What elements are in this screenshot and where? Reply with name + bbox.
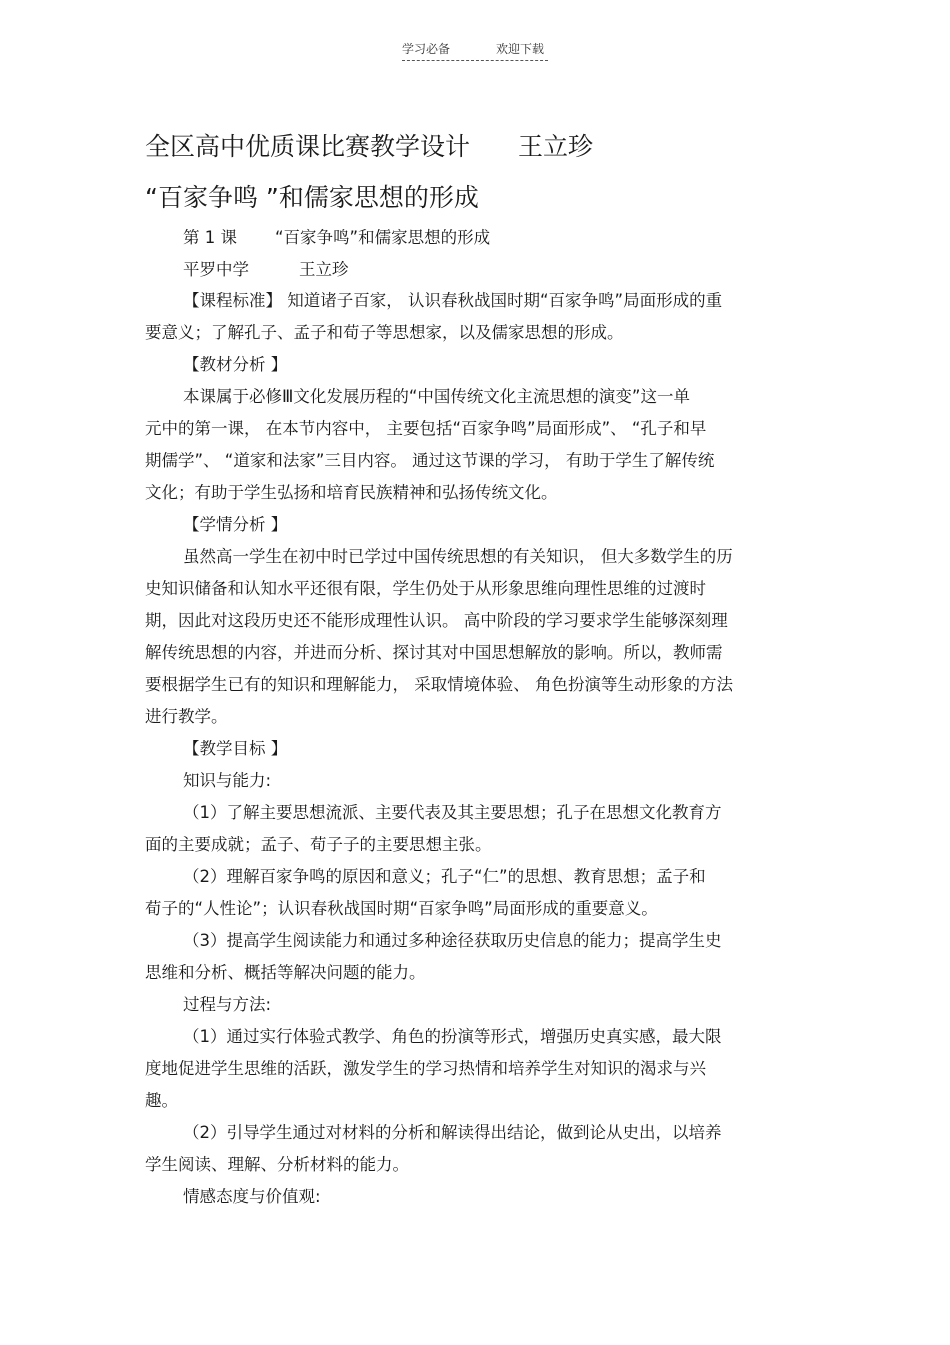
document-subtitle: “百家争鸣 ”和儒家思想的形成 [145,183,479,212]
lesson-line [183,227,490,249]
paragraph-line: （3）提高学生阅读能力和通过多种途径获取历史信息的能力；提高学生史 [183,931,722,950]
sub-heading: 知识与能力: [183,771,272,790]
paragraph-line: 学生阅读、理解、分析材料的能力。 [145,1155,409,1174]
sub-heading: 情感态度与价值观: [183,1187,321,1206]
paragraph-line: 要意义；了解孔子、孟子和荀子等思想家，以及儒家思想的形成。 [145,323,624,342]
title-main: 全区高中优质课比赛教学设计 [145,132,471,161]
paragraph-line: 期，因此对这段历史还不能形成理性认识。 高中阶段的学习要求学生能够深刻理 [145,611,728,630]
sub-heading: 过程与方法: [183,995,272,1014]
paragraph-line: 面的主要成就；孟子、荀子子的主要思想主张。 [145,835,492,854]
section-heading: 【教学目标 】 [183,739,288,758]
paragraph-line: 本课属于必修Ⅲ文化发展历程的“中国传统文化主流思想的演变”这一单 [183,387,690,406]
school-name: 平罗中学 [183,260,249,279]
paragraph-line: （2）理解百家争鸣的原因和意义；孔子“仁”的思想、教育思想；孟子和 [183,867,706,886]
paragraph-line: （2）引导学生通过对材料的分析和解读得出结论，做到论从史出，以培养 [183,1123,722,1142]
paragraph-line: 荀子的“人性论”；认识春秋战国时期“百家争鸣”局面形成的重要意义。 [145,899,658,918]
paragraph-line: 思维和分析、概括等解决问题的能力。 [145,963,426,982]
title-author: 王立珍 [518,132,594,161]
document-title [145,127,593,163]
paragraph-line: （1）通过实行体验式教学、角色的扮演等形式，增强历史真实感，最大限 [183,1027,722,1046]
paragraph-line: 文化；有助于学生弘扬和培育民族精神和弘扬传统文化。 [145,483,558,502]
paragraph-line: 进行教学。 [145,707,228,726]
paragraph-line: 虽然高一学生在初中时已学过中国传统思想的有关知识， 但大多数学生的历 [183,547,733,566]
header-right-text: 欢迎下载 [496,42,545,56]
lesson-name: “百家争鸣”和儒家思想的形成 [275,228,491,247]
teacher-name: 王立珍 [299,260,349,279]
paragraph-line: 史知识储备和认知水平还很有限，学生仍处于从形象思维向理性思维的过渡时 [145,579,706,598]
paragraph-line: 【课程标准】 知道诸子百家， 认识春秋战国时期“百家争鸣”局面形成的重 [183,291,723,310]
section-heading: 【学情分析 】 [183,515,288,534]
school-line [183,259,349,281]
lesson-number: 第 1 课 [183,228,237,247]
page-header [402,40,548,61]
paragraph-line: 度地促进学生思维的活跃，激发学生的学习热情和培养学生对知识的渴求与兴 [145,1059,706,1078]
paragraph-line: 解传统思想的内容，并进而分析、探讨其对中国思想解放的影响。所以，教师需 [145,643,723,662]
header-left-text: 学习必备 [402,42,451,56]
paragraph-line: 元中的第一课， 在本节内容中， 主要包括“百家争鸣”局面形成”、 “孔子和早 [145,419,707,438]
paragraph-line: 趣。 [145,1091,178,1110]
paragraph-line: （1）了解主要思想流派、主要代表及其主要思想；孔子在思想文化教育方 [183,803,722,822]
section-heading: 【教材分析 】 [183,355,288,374]
paragraph-line: 期儒学”、 “道家和法家”三目内容。 通过这节课的学习， 有助于学生了解传统 [145,451,715,470]
paragraph-line: 要根据学生已有的知识和理解能力， 采取情境体验、 角色扮演等生动形象的方法 [145,675,733,694]
